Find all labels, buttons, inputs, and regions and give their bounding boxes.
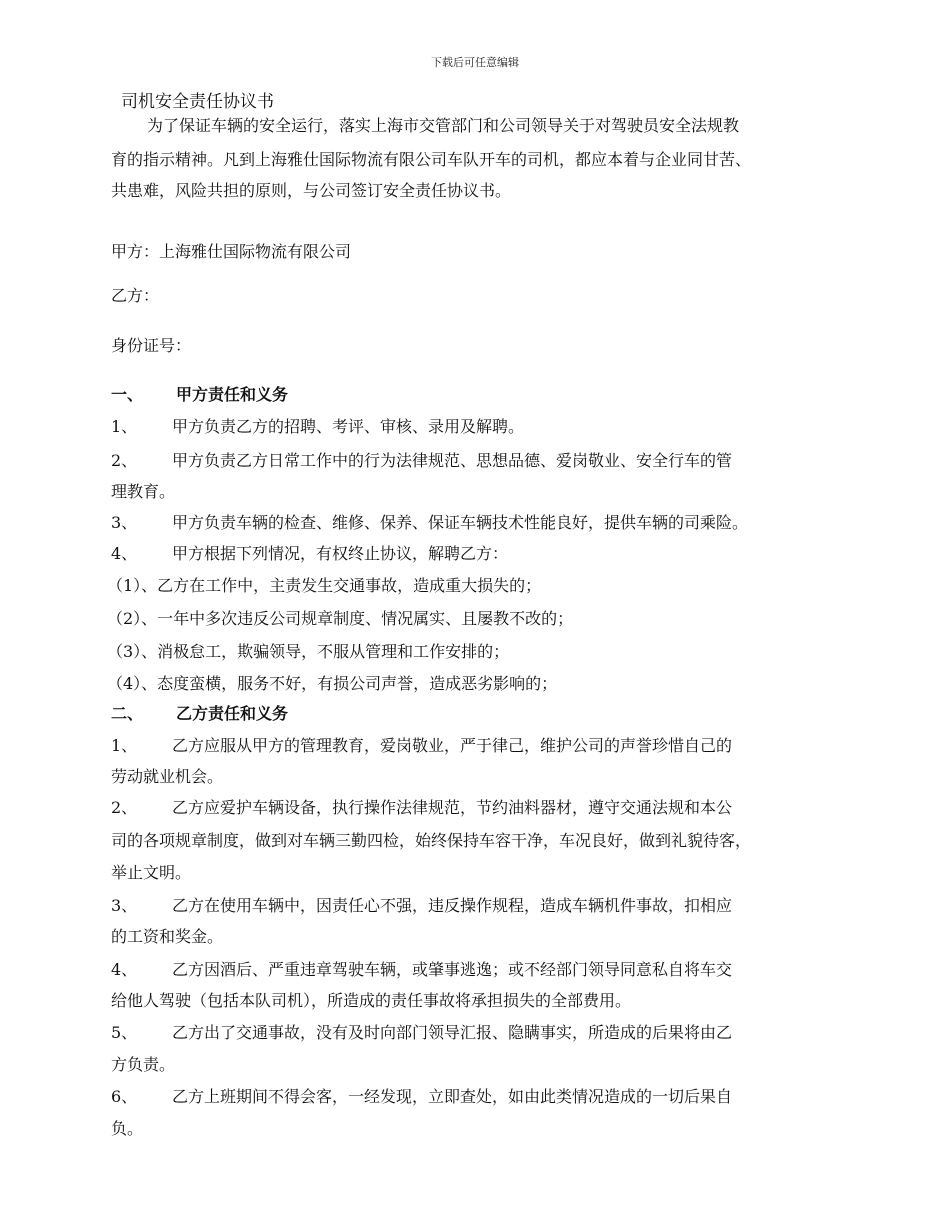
item-text: 甲方负责车辆的检查、维修、保养、保证车辆技术性能良好，提供车辆的司乘险。 (172, 513, 749, 532)
item-number: 3、 (111, 896, 138, 915)
sub-item: （3）、消极怠工，欺骗领导，不服从管理和工作安排的； (107, 642, 510, 661)
item-text: 甲方根据下列情况，有权终止协议，解聘乙方： (172, 544, 509, 563)
item-number: 6、 (111, 1087, 138, 1106)
item-number: 3、 (111, 513, 138, 532)
section-number: 二、 (111, 704, 144, 723)
item-text: 理教育。 (111, 482, 176, 501)
item-number: 5、 (111, 1023, 138, 1042)
item-text: 乙方上班期间不得会客，一经发现，立即查处，如由此类情况造成的一切后果自 (172, 1087, 733, 1106)
sub-item: （1）、乙方在工作中，主责发生交通事故，造成重大损失的； (107, 576, 542, 595)
item-number: 1、 (111, 736, 138, 755)
item-number: 1、 (111, 417, 138, 436)
item-text: 劳动就业机会。 (111, 767, 224, 786)
party-a-line: 甲方：上海雅仕国际物流有限公司 (111, 242, 352, 261)
item-text: 举止文明。 (111, 863, 192, 882)
intro-line: 育的指示精神。凡到上海雅仕国际物流有限公司车队开车的司机，都应本着与企业同甘苦、 (111, 150, 752, 169)
item-text: 乙方出了交通事故，没有及时向部门领导汇报、隐瞒事实，所造成的后果将由乙 (172, 1023, 733, 1042)
item-text: 给他人驾驶（包括本队司机），所造成的责任事故将承担损失的全部费用。 (111, 991, 632, 1010)
item-text: 乙方在使用车辆中，因责任心不强，违反操作规程，造成车辆机件事故，扣相应 (172, 896, 733, 915)
item-number: 4、 (111, 544, 138, 563)
item-text: 方负责。 (111, 1055, 176, 1074)
header-note: 下载后可任意编辑 (431, 56, 519, 69)
party-b-line: 乙方： (111, 286, 160, 305)
item-text: 甲方负责乙方日常工作中的行为法律规范、思想品德、爱岗敬业、安全行车的管 (172, 451, 733, 470)
item-number: 2、 (111, 451, 138, 470)
section-heading: 甲方责任和义务 (176, 385, 289, 404)
item-text: 甲方负责乙方的招聘、考评、审核、录用及解聘。 (172, 417, 525, 436)
sub-item: （2）、一年中多次违反公司规章制度、情况属实、且屡教不改的； (107, 609, 574, 628)
item-text: 乙方应爱护车辆设备，执行操作法律规范，节约油料器材，遵守交通法规和本公 (172, 798, 733, 817)
item-text: 的工资和奖金。 (111, 927, 224, 946)
item-text: 乙方应服从甲方的管理教育，爱岗敬业，严于律己，维护公司的声誉珍惜自己的 (172, 736, 733, 755)
item-text: 司的各项规章制度，做到对车辆三勤四检，始终保持车容干净，车况良好，做到礼貌待客， (111, 831, 752, 850)
intro-line: 共患难，风险共担的原则，与公司签订安全责任协议书。 (111, 181, 512, 200)
item-number: 4、 (111, 960, 138, 979)
section-heading: 乙方责任和义务 (176, 704, 289, 723)
document-title: 司机安全责任协议书 (121, 92, 274, 112)
item-text: 负。 (111, 1119, 144, 1138)
item-number: 2、 (111, 798, 138, 817)
intro-line: 为了保证车辆的安全运行，落实上海市交管部门和公司领导关于对驾驶员安全法规教 (147, 116, 740, 135)
section-number: 一、 (111, 385, 144, 404)
id-number-line: 身份证号： (111, 336, 192, 355)
sub-item: （4）、态度蛮横，服务不好，有损公司声誉，造成恶劣影响的； (107, 674, 558, 693)
item-text: 乙方因酒后、严重违章驾驶车辆，或肇事逃逸；或不经部门领导同意私自将车交 (172, 960, 733, 979)
